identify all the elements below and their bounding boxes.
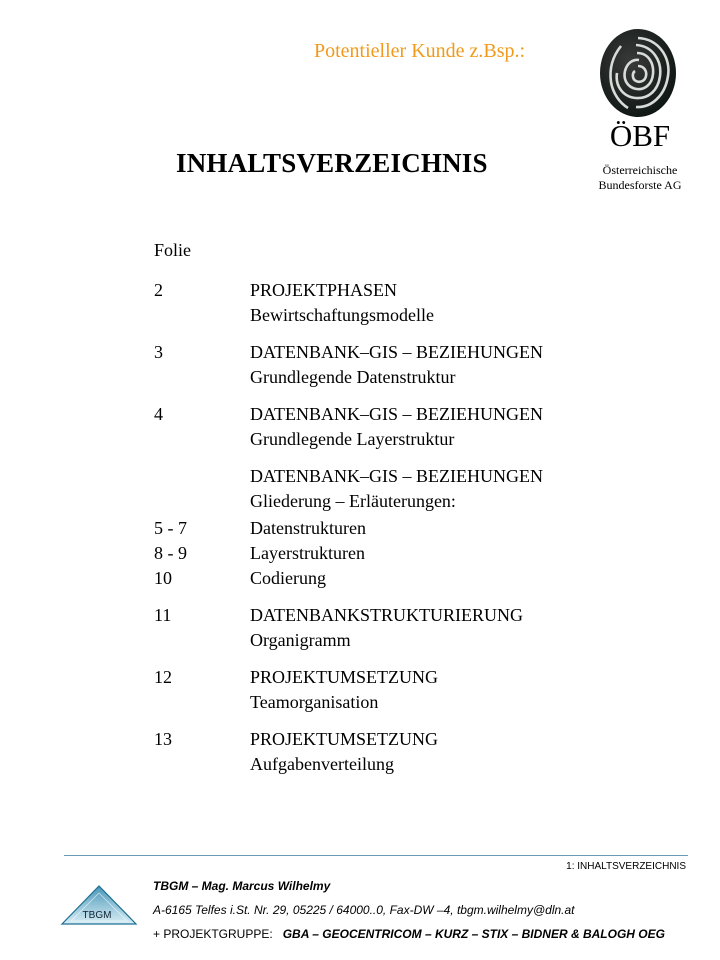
toc-slide-number: 2 [154,280,163,300]
toc-sub-item-text: Codierung [250,568,326,588]
footer-company: TBGM – Mag. Marcus Wilhelmy [153,879,331,893]
toc-slide-number: 13 [154,729,172,749]
toc-sub-item [154,566,624,591]
footer-slide-label: 1: INHALTSVERZEICHNIS [566,861,686,872]
toc-entry [154,603,624,653]
footer-group-members: GBA – GEOCENTRICOM – KURZ – STIX – BIDNER & BALOGH OEG [282,927,665,941]
toc-slide-number: 11 [154,605,172,625]
toc-entry-subtitle: Grundlegende Datenstruktur [250,367,456,387]
toc-sub-list [154,516,624,591]
toc-entry-title: DATENBANK–GIS – BEZIEHUNGEN [250,466,543,486]
toc-entry-subtitle: Organigramm [250,630,351,650]
toc-entry-title: PROJEKTPHASEN [250,280,398,300]
toc-slide-number: 10 [154,568,172,588]
footer-address: A-6165 Telfes i.St. Nr. 29, 05225 / 64000..0, Fax-DW –4, tbgm.wilhelmy@dln.at [153,903,575,917]
logo-title: ÖBF [609,118,671,153]
toc-entry-title: DATENBANK–GIS – BEZIEHUNGEN [250,342,543,362]
toc-entry-title: PROJEKTUMSETZUNG [250,667,439,687]
toc-sub-item [154,516,624,541]
toc-entry-subtitle: Grundlegende Layerstruktur [250,429,455,449]
toc-entry [154,727,624,777]
header-note: Potentieller Kunde z.Bsp.: [314,40,526,62]
footer-group-label: + PROJEKTGRUPPE: [153,927,273,941]
toc-entry [154,278,624,328]
logo-subtitle-line1: Österreichische [602,163,678,177]
footer-divider [64,855,688,856]
footer-logo-text: TBGM [82,910,112,921]
page-title: INHALTSVERZEICHNIS [176,148,488,178]
toc-slide-number [154,464,250,489]
toc-slide-number: 4 [154,404,163,424]
toc-entry-subtitle: Teamorganisation [250,692,379,712]
footer-text [153,877,665,949]
toc-sub-item-text: Datenstrukturen [250,518,366,538]
toc-column-header: Folie [154,240,192,260]
toc-entry [154,665,624,715]
toc-entry-subtitle: Bewirtschaftungsmodelle [250,305,434,325]
toc-entry-subtitle: Gliederung – Erläuterungen: [250,491,456,511]
toc-entry-title: PROJEKTUMSETZUNG [250,729,439,749]
table-of-contents [154,278,624,789]
logo-subtitle [580,163,700,193]
tbgm-logo-icon [60,884,138,926]
toc-slide-number: 5 - 7 [154,518,187,538]
toc-sub-item-text: Layerstrukturen [250,543,365,563]
toc-entry [154,464,624,514]
toc-entry-title: DATENBANKSTRUKTURIERUNG [250,605,523,625]
toc-entry [154,402,624,452]
logo-subtitle-line2: Bundesforste AG [598,178,682,192]
toc-entry [154,340,624,390]
tree-rings-icon [597,26,679,120]
toc-entry-subtitle: Aufgabenverteilung [250,754,394,774]
toc-sub-item [154,541,624,566]
toc-slide-number: 8 - 9 [154,543,187,563]
toc-slide-number: 3 [154,342,163,362]
toc-slide-number: 12 [154,667,172,687]
toc-entry-title: DATENBANK–GIS – BEZIEHUNGEN [250,404,543,424]
